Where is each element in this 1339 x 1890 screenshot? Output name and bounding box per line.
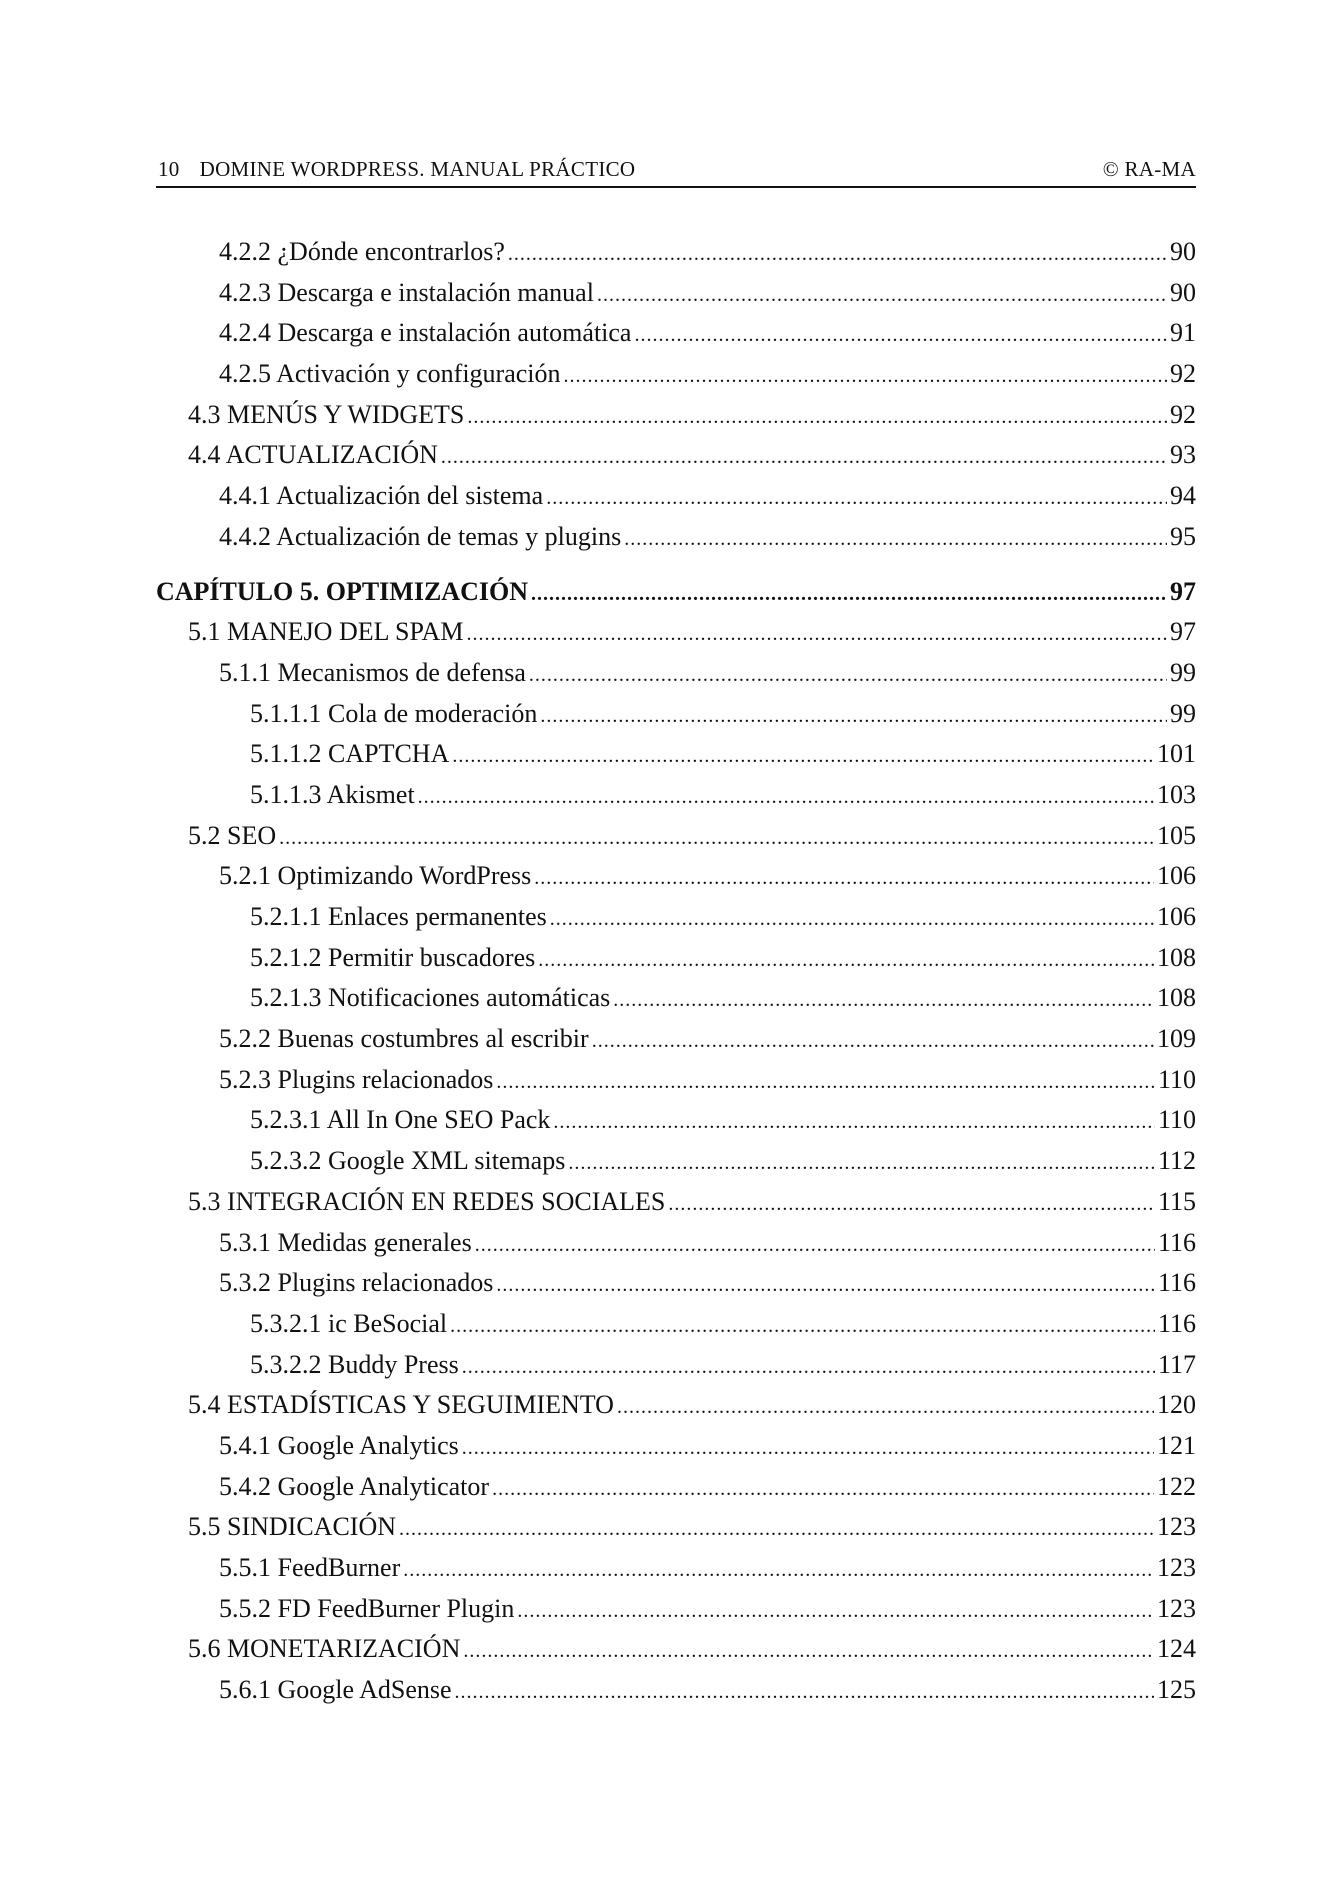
toc-entry <box>156 658 1196 699</box>
toc-entry-label: 4.4.1 Actualización del sistema <box>219 481 544 511</box>
toc-entry-page: 124 <box>1157 1634 1196 1664</box>
dot-leader <box>634 324 1167 347</box>
toc-entry-label: 4.2.2 ¿Dónde encontrarlos? <box>219 237 505 266</box>
toc-entry-label: CAPÍTULO 5. OPTIMIZACIÓN <box>156 576 528 606</box>
toc-entry-label: 5.2.1 Optimizando WordPress <box>219 861 532 891</box>
toc-entry-page: 97 <box>1170 617 1196 647</box>
toc-entry <box>156 699 1196 740</box>
toc-entry-page: 121 <box>1157 1430 1196 1460</box>
toc-entry <box>156 400 1196 441</box>
toc-entry <box>156 983 1196 1024</box>
publisher-mark: © RA-MA <box>1102 157 1196 181</box>
dot-leader <box>668 1193 1155 1216</box>
toc-entry <box>156 739 1196 780</box>
toc-entry-page: 116 <box>1157 1268 1196 1298</box>
toc-entry-page: 93 <box>1170 440 1196 470</box>
toc-entry <box>156 902 1196 943</box>
toc-entry-label: 5.1.1.2 CAPTCHA <box>250 739 450 769</box>
dot-leader <box>508 243 1167 266</box>
toc-entry-page: 106 <box>1157 902 1196 931</box>
dot-leader <box>568 1152 1155 1175</box>
page-number: 10 <box>158 157 180 181</box>
dot-leader <box>492 1478 1154 1501</box>
toc-entry-page: 103 <box>1157 779 1196 809</box>
toc-entry-label: 4.3 MENÚS Y WIDGETS <box>188 399 465 429</box>
toc-entry-page: 90 <box>1170 237 1196 266</box>
toc-entry <box>156 1024 1196 1065</box>
toc-entry-label: 4.4.2 Actualización de temas y plugins <box>219 521 622 551</box>
toc-entry-label: 5.2.1.3 Notificaciones automáticas <box>250 983 611 1013</box>
toc-entry <box>156 278 1196 319</box>
toc-entry-label: 5.3 INTEGRACIÓN EN REDES SOCIALES <box>188 1186 666 1216</box>
toc-entry-label: 5.1.1.3 Akismet <box>250 779 415 809</box>
toc-entry-label: 5.5.1 FeedBurner <box>219 1553 401 1582</box>
toc-entry-page: 106 <box>1157 861 1196 891</box>
dot-leader <box>592 1030 1154 1053</box>
dot-leader <box>441 446 1167 469</box>
dot-leader <box>463 1640 1154 1663</box>
toc-entry-label: 4.4 ACTUALIZACIÓN <box>188 440 438 470</box>
toc-entry-page: 95 <box>1170 521 1196 551</box>
toc-entry-page: 123 <box>1157 1593 1196 1623</box>
dot-leader <box>452 745 1154 768</box>
dot-leader <box>279 827 1154 850</box>
toc-entry-label: 5.3.2.2 Buddy Press <box>250 1349 459 1379</box>
book-title: DOMINE WORDPRESS. MANUAL PRÁCTICO <box>199 157 636 181</box>
toc-entry-label: 5.6.1 Google AdSense <box>219 1675 452 1705</box>
toc-entry-label: 5.2.1.2 Permitir buscadores <box>250 942 536 972</box>
dot-leader <box>496 1071 1155 1094</box>
toc-entry <box>156 1512 1196 1553</box>
toc-entry-label: 5.4.1 Google Analytics <box>219 1430 459 1460</box>
toc-entry <box>156 821 1196 862</box>
toc-entry <box>156 1431 1196 1472</box>
toc-entry <box>156 1553 1196 1594</box>
header-left <box>158 157 635 182</box>
toc-entry-label: 5.1.1 Mecanismos de defensa <box>219 657 526 687</box>
toc-entry <box>156 318 1196 359</box>
toc-entry <box>156 1228 1196 1269</box>
toc-entry-page: 108 <box>1157 983 1196 1013</box>
toc-entry-page: 110 <box>1157 1105 1196 1135</box>
toc-entry <box>156 1472 1196 1513</box>
toc-entry <box>156 1309 1196 1350</box>
toc-entry <box>156 1187 1196 1228</box>
dot-leader <box>418 786 1154 809</box>
toc-entry <box>156 617 1196 658</box>
toc-entry-page: 116 <box>1157 1227 1196 1257</box>
toc-entry-page: 125 <box>1157 1675 1196 1705</box>
dot-leader <box>597 284 1167 307</box>
toc-entry-label: 5.2.3 Plugins relacionados <box>219 1064 494 1094</box>
toc-entry <box>156 237 1196 278</box>
toc-entry-label: 4.2.3 Descarga e instalación manual <box>219 277 594 307</box>
toc-entry-label: 5.2.3.1 All In One SEO Pack <box>250 1105 551 1135</box>
toc-entry-page: 109 <box>1157 1024 1196 1054</box>
toc-entry <box>156 522 1196 563</box>
dot-leader <box>564 365 1167 388</box>
toc-entry <box>156 1634 1196 1675</box>
toc-entry <box>156 943 1196 984</box>
toc-entry-page: 115 <box>1157 1186 1196 1216</box>
toc-entry-label: 5.3.2 Plugins relacionados <box>219 1268 494 1298</box>
toc-entry-label: 5.3.2.1 ic BeSocial <box>250 1308 448 1338</box>
dot-leader <box>546 487 1167 510</box>
toc-entry-page: 97 <box>1170 576 1196 606</box>
toc-entry-page: 112 <box>1157 1146 1196 1176</box>
toc-entry-page: 94 <box>1170 481 1196 511</box>
dot-leader <box>540 705 1167 728</box>
toc-entry-page: 92 <box>1170 359 1196 389</box>
dot-leader <box>496 1274 1155 1297</box>
toc-entry <box>156 861 1196 902</box>
toc-entry-page: 122 <box>1157 1471 1196 1501</box>
toc-entry-label: 5.4.2 Google Analyticator <box>219 1471 490 1501</box>
dot-leader <box>399 1518 1154 1541</box>
toc-entry <box>156 1105 1196 1146</box>
toc-entry-page: 99 <box>1170 657 1196 687</box>
toc-entry-page: 105 <box>1157 820 1196 850</box>
toc-entry <box>156 1146 1196 1187</box>
dot-leader <box>475 1234 1155 1257</box>
toc-entry-page: 92 <box>1170 399 1196 429</box>
dot-leader <box>553 1111 1155 1134</box>
toc-entry-page: 123 <box>1157 1512 1196 1542</box>
toc-entry <box>156 780 1196 821</box>
toc-entry-page: 117 <box>1157 1349 1196 1379</box>
dot-leader <box>538 949 1154 972</box>
dot-leader <box>450 1315 1155 1338</box>
toc-entry-page: 120 <box>1157 1390 1196 1420</box>
toc-entry-label: 5.2.2 Buenas costumbres al escribir <box>219 1024 589 1054</box>
toc-entry-label: 4.2.5 Activación y configuración <box>219 359 561 389</box>
toc-entry-label: 5.1 MANEJO DEL SPAM <box>188 617 464 647</box>
toc-entry-page: 108 <box>1157 942 1196 972</box>
toc-chapter-entry <box>156 577 1196 618</box>
dot-leader <box>617 1396 1154 1419</box>
table-of-contents <box>156 237 1196 1716</box>
toc-entry-label: 5.5.2 FD FeedBurner Plugin <box>219 1593 515 1623</box>
toc-entry-page: 110 <box>1157 1064 1196 1094</box>
toc-entry-label: 5.2.1.1 Enlaces permanentes <box>250 902 547 931</box>
dot-leader <box>529 664 1167 687</box>
toc-entry-page: 99 <box>1170 698 1196 728</box>
toc-entry <box>156 1268 1196 1309</box>
toc-entry <box>156 481 1196 522</box>
dot-leader <box>517 1600 1154 1623</box>
toc-entry <box>156 1390 1196 1431</box>
dot-leader <box>403 1559 1154 1582</box>
dot-leader <box>534 867 1154 890</box>
toc-entry-label: 4.2.4 Descarga e instalación automática <box>219 318 632 348</box>
dot-leader <box>466 623 1167 646</box>
toc-entry-page: 91 <box>1170 318 1196 348</box>
toc-entry-label: 5.6 MONETARIZACIÓN <box>188 1634 461 1664</box>
toc-entry-label: 5.3.1 Medidas generales <box>219 1227 472 1257</box>
toc-entry-label: 5.2.3.2 Google XML sitemaps <box>250 1146 566 1176</box>
toc-entry <box>156 359 1196 400</box>
toc-entry <box>156 1065 1196 1106</box>
toc-entry-page: 90 <box>1170 277 1196 307</box>
toc-entry-label: 5.1.1.1 Cola de moderación <box>250 698 538 728</box>
toc-entry-page: 123 <box>1157 1553 1196 1582</box>
toc-entry <box>156 1675 1196 1716</box>
dot-leader <box>467 406 1167 429</box>
dot-leader <box>455 1681 1154 1704</box>
toc-entry-label: 5.4 ESTADÍSTICAS Y SEGUIMIENTO <box>188 1390 614 1420</box>
toc-entry <box>156 440 1196 481</box>
running-header <box>156 158 1196 188</box>
toc-entry <box>156 1350 1196 1391</box>
toc-entry-label: 5.2 SEO <box>188 820 277 850</box>
toc-entry-label: 5.5 SINDICACIÓN <box>188 1512 396 1542</box>
toc-entry <box>156 1594 1196 1635</box>
dot-leader <box>462 1356 1155 1379</box>
toc-entry-page: 101 <box>1157 739 1196 769</box>
dot-leader <box>624 528 1167 551</box>
dot-leader <box>462 1437 1154 1460</box>
toc-entry-page: 116 <box>1157 1308 1196 1338</box>
dot-leader <box>531 583 1167 606</box>
dot-leader <box>613 989 1154 1012</box>
dot-leader <box>550 908 1154 931</box>
